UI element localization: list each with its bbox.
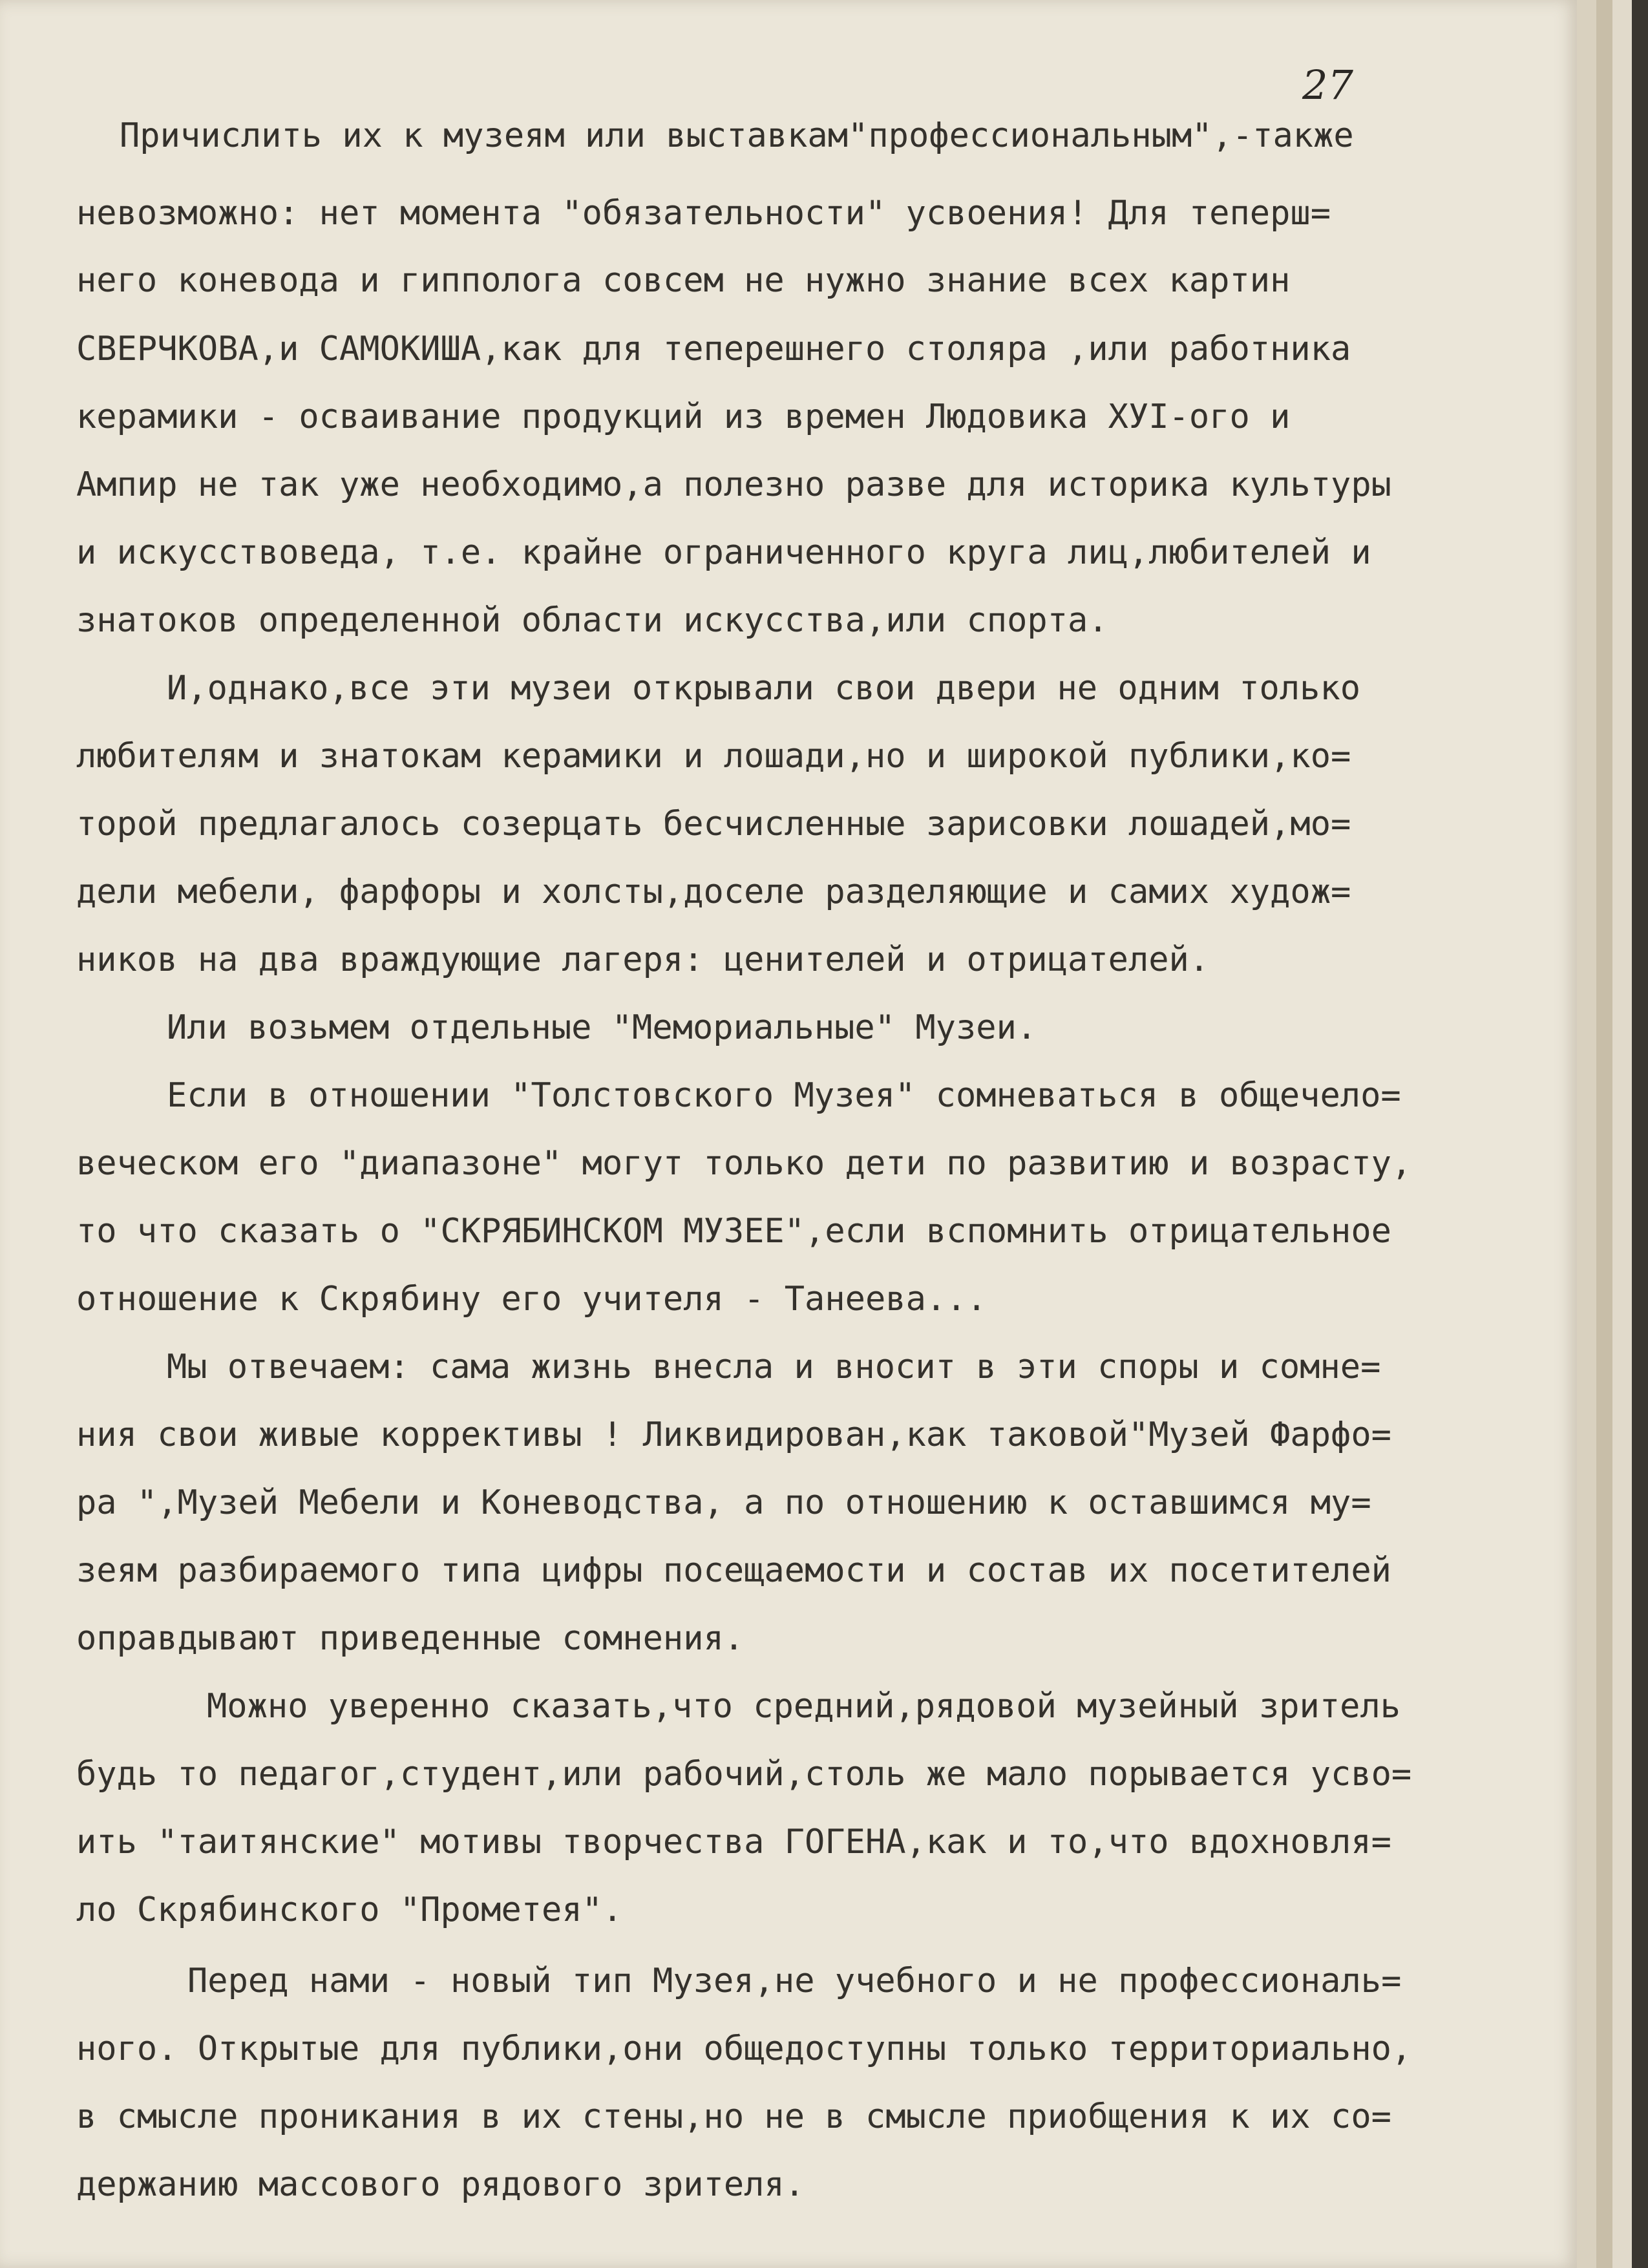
page-edge	[1612, 0, 1632, 2268]
text-line: керамики - осваивание продукций из времен Людовика ХУI-ого и	[76, 397, 1291, 436]
text-line: любителям и знатокам керамики и лошади,но и широкой публики,ко=	[76, 737, 1351, 776]
text-line: торой предлагалось созерцать бесчисленные зарисовки лошадей,мо=	[76, 805, 1351, 843]
text-line: Причислить их к музеям или выставкам"профессиональным",-также	[120, 116, 1354, 155]
text-line: дели мебели, фарфоры и холсты,доселе разделяющие и самих худож=	[76, 873, 1351, 911]
text-line: ния свои живые коррективы ! Ликвидирован,как таковой"Музей Фарфо=	[76, 1415, 1391, 1454]
text-line: Перед нами - новый тип Музея,не учебного и не профессиональ=	[187, 1962, 1402, 2000]
text-line: зеям разбираемого типа цифры посещаемости и состав их посетителей	[76, 1551, 1391, 1590]
text-line: него коневода и гиппологa совсем не нужно знание всех картин	[76, 261, 1291, 300]
text-line: ра ",Музей Мебели и Коневодства, а по отношению к оставшимся му=	[76, 1483, 1371, 1522]
text-line: ников на два враждующие лагеря: ценителей и отрицателей.	[76, 940, 1210, 979]
text-line: ить "таитянские" мотивы творчества ГОГЕНА,как и то,что вдохновля=	[76, 1823, 1391, 1861]
text-line: держанию массового рядового зрителя.	[76, 2165, 805, 2204]
text-line: Мы отвечаем: сама жизнь внесла и вносит в эти споры и сомне=	[167, 1348, 1381, 1386]
text-line: в смысле проникания в их стены,но не в смысле приобщения к их со=	[76, 2097, 1391, 2136]
text-line: веческом его "диапазоне" могут только дети по развитию и возрасту,	[76, 1144, 1412, 1183]
text-line: Если в отношении "Толстовского Музея" сомневаться в общечело=	[167, 1076, 1401, 1115]
text-line: невозможно: нет момента "обязательности" усвоения! Для теперш=	[76, 194, 1331, 233]
page-edge	[1632, 0, 1648, 2268]
text-line: ного. Открытые для публики,они общедоступны только территориально,	[76, 2030, 1412, 2068]
text-line: Ампир не так уже необходимо,а полезно разве для историка культуры	[76, 465, 1391, 504]
text-line: отношение к Скрябину его учителя - Танеева...	[76, 1280, 987, 1319]
page-number: 27	[1302, 61, 1353, 109]
text-line: будь то педагог,студент,или рабочий,столь же мало порывается усво=	[76, 1755, 1412, 1794]
text-line: оправдывают приведенные сомнения.	[76, 1619, 745, 1658]
text-line: знатоков определенной области искусства,или спорта.	[76, 601, 1108, 640]
page-edge	[1577, 0, 1596, 2268]
text-line: Или возьмем отдельные "Мемориальные" Музеи.	[167, 1008, 1037, 1047]
text-line: ло Скрябинского "Прометея".	[76, 1891, 623, 1929]
text-line: СВЕРЧКОВА,и САМОКИША,как для теперешнего столяра ,или работника	[76, 330, 1351, 368]
page-edge	[1596, 0, 1612, 2268]
text-line: И,однако,все эти музеи открывали свои двери не одним только	[167, 669, 1361, 708]
text-line: Можно уверенно сказать,что средний,рядовой музейный зритель	[207, 1687, 1401, 1726]
text-line: то что сказать о "СКРЯБИНСКОМ МУЗЕЕ",если вспомнить отрицательное	[76, 1212, 1391, 1251]
text-line: и искусствоведа, т.е. крайне ограниченного круга лиц,любителей и	[76, 533, 1371, 572]
